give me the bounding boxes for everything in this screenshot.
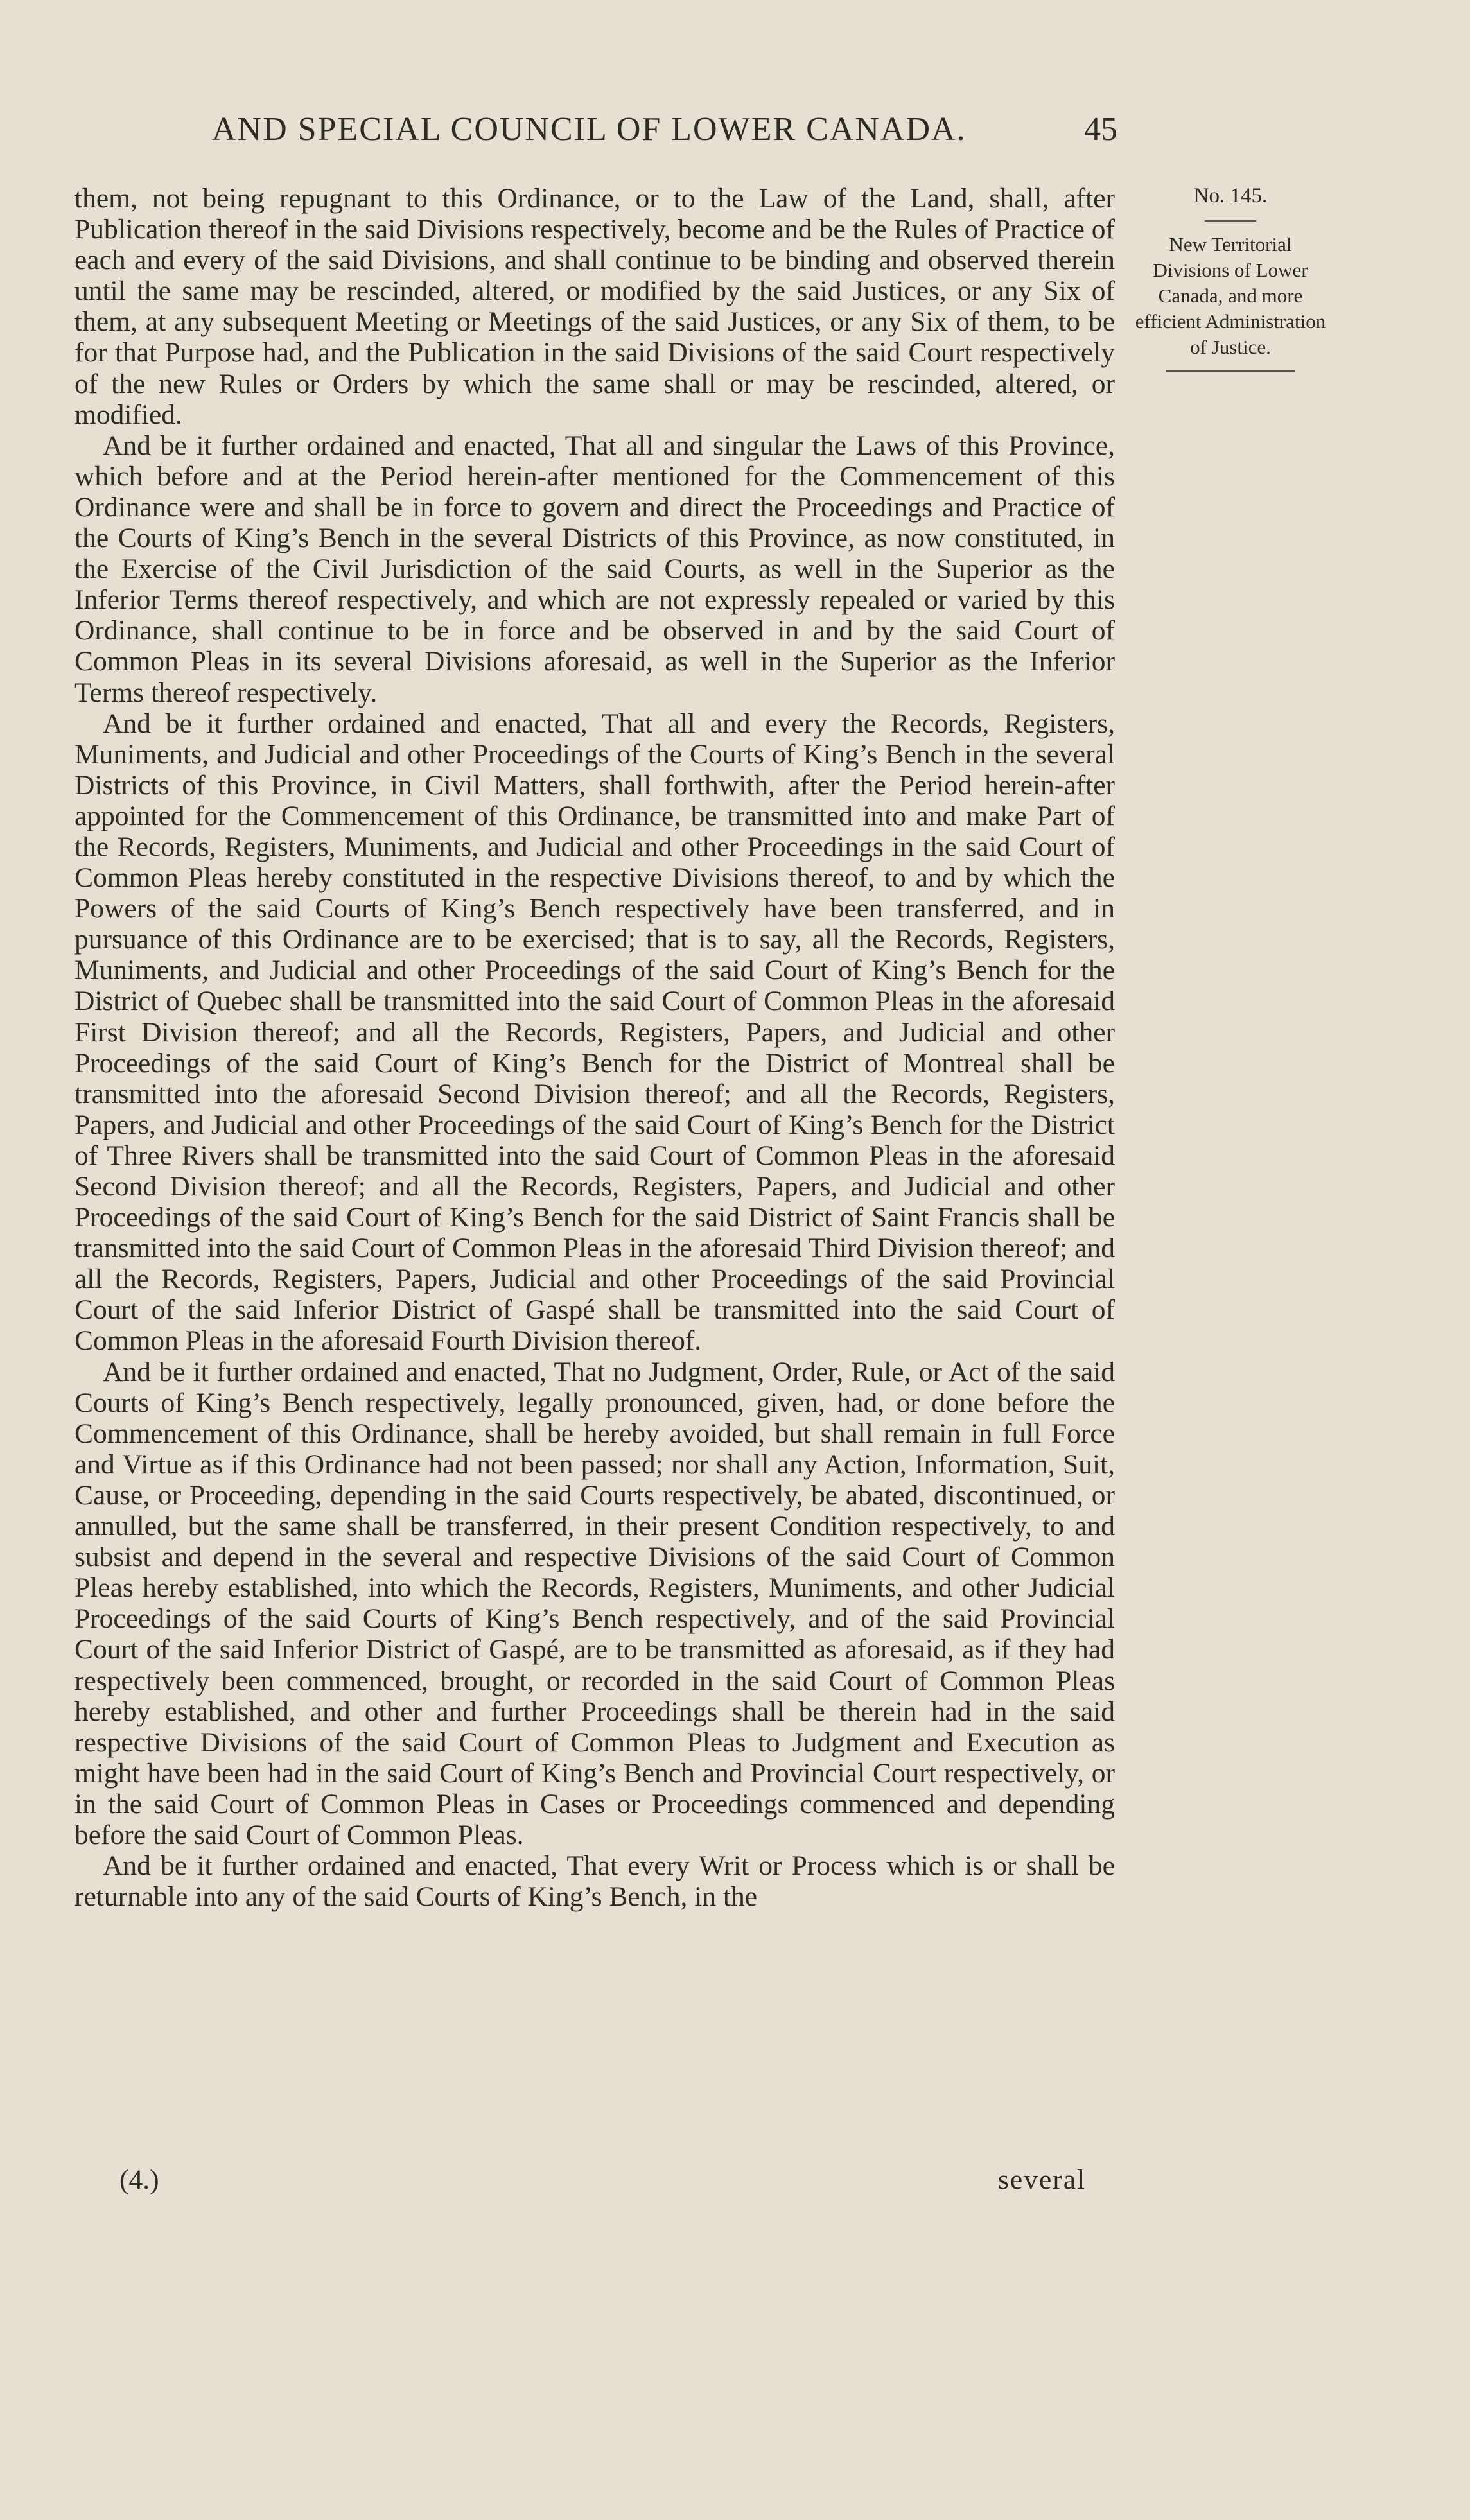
paragraph-continued: them, not being repugnant to this Ordinance, or to the Law of the Land, shall, after Publication thereof in the said Divisions respectively, become and be the Rules of Practice of each and every of the said Divisions, and shall continue to be binding and observed therein until the same may be rescinded, altered, or modified by the said Justices, or any Six of them, at any subsequent Meeting or Meetings of the said Justices, or any Six of them, to be for that Purpose had, and the Publication in the said Divisions of the said Court respectively of the new Rules or Orders by which the same shall or may be rescinded, altered, or modified. xyxy=(74,183,1115,430)
signature-mark: (4.) xyxy=(119,2164,159,2195)
paragraph-laws-continued: And be it further ordained and enacted, That all and singular the Laws of this Province, which before and at the Period herein-after mentioned for the Commencement of this Ordinance were and shall be in force to govern and direct the Proceedings and Practice of the Courts of King’s Bench in the several Districts of this Province, as now constituted, in the Exercise of the Civil Jurisdiction of the said Courts, as well in the Superior as the Inferior Terms thereof respectively, and which are not expressly repealed or varied by this Ordinance, shall continue to be in force and be observed in and by the said Court of Common Pleas in its several Divisions aforesaid, as well in the Superior as the Inferior Terms thereof respectively. xyxy=(74,430,1115,708)
margin-note-rule-bottom xyxy=(1166,370,1295,372)
paragraph-records-transmitted: And be it further ordained and enacted, That all and every the Records, Registers, Muniments, and Judicial and other Proceedings of the Courts of King’s Bench in the several Districts of this Province, in Civil Matters, shall forthwith, after the Period herein-after appointed for the Commencement of this Ordinance, be transmitted into and make Part of the Records, Registers, Muniments, and Judicial and other Proceedings in the said Court of Common Pleas hereby constituted in the respective Divisions thereof, to and by which the Powers of the said Courts of King’s Bench respectively have been transferred, and in pursuance of this Ordinance are to be exercised; that is to say, all the Records, Registers, Muniments, and Judicial and other Proceedings of the said Court of King’s Bench for the District of Quebec shall be transmitted into the said Court of Common Pleas in the aforesaid First Division thereof; and all the Records, Registers, Papers, and Judicial and other Proceedings of the said Court of King’s Bench for the District of Montreal shall be transmitted into the aforesaid Second Division thereof; and all the Records, Registers, Papers, and Judicial and other Proceedings of the said Court of King’s Bench for the District of Three Rivers shall be transmitted into the said Court of Common Pleas in the aforesaid Second Division thereof; and all the Records, Registers, Papers, and Judicial and other Proceedings of the said Court of King’s Bench for the said District of Saint Francis shall be transmitted into the said Court of Common Pleas in the aforesaid Third Division thereof; and all the Records, Registers, Papers, Judicial and other Proceedings of the said Provincial Court of the said Inferior District of Gaspé shall be transmitted into the said Court of Common Pleas in the aforesaid Fourth Division thereof. xyxy=(74,708,1115,1357)
paragraph-writs: And be it further ordained and enacted, That every Writ or Process which is or shall be returnable into any of the said Courts of King’s Bench, in the xyxy=(74,1850,1115,1913)
margin-note-text: New Territorial Divisions of Lower Canada, and more efficient Administration of Justice. xyxy=(1135,233,1326,358)
body-text xyxy=(74,183,1115,1912)
catchword: several xyxy=(998,2164,1087,2195)
paragraph-judgments-preserved: And be it further ordained and enacted, That no Judgment, Order, Rule, or Act of the said Courts of King’s Bench respectively, legally pronounced, given, had, or done before the Commencement of this Ordinance, shall be hereby avoided, but shall remain in full Force and Virtue as if this Ordinance had not been passed; nor shall any Action, Information, Suit, Cause, or Proceeding, depending in the said Courts respectively, be abated, discontinued, or annulled, but the same shall be transferred, in their present Condition respectively, to and subsist and depend in the several and respective Divisions of the said Court of Common Pleas hereby established, into which the Records, Registers, Muniments, and other Judicial Proceedings of the said Courts of King’s Bench respectively, and of the said Provincial Court of the said Inferior District of Gaspé, are to be transmitted as aforesaid, as if they had respectively been commenced, brought, or recorded in the said Court of Common Pleas hereby established, and other and further Proceedings shall be therein had in the said respective Divisions of the said Court of Common Pleas to Judgment and Execution as might have been had in the said Court of King’s Bench and Provincial Court respectively, or in the said Court of Common Pleas in Cases or Proceedings commenced and depending before the said Court of Common Pleas. xyxy=(74,1356,1115,1850)
margin-note xyxy=(1134,183,1327,372)
running-head: AND SPECIAL COUNCIL OF LOWER CANADA. xyxy=(212,111,967,148)
margin-note-number: No. 145. xyxy=(1193,184,1268,207)
page-number: 45 xyxy=(1084,111,1117,148)
margin-note-rule-top xyxy=(1205,220,1256,222)
